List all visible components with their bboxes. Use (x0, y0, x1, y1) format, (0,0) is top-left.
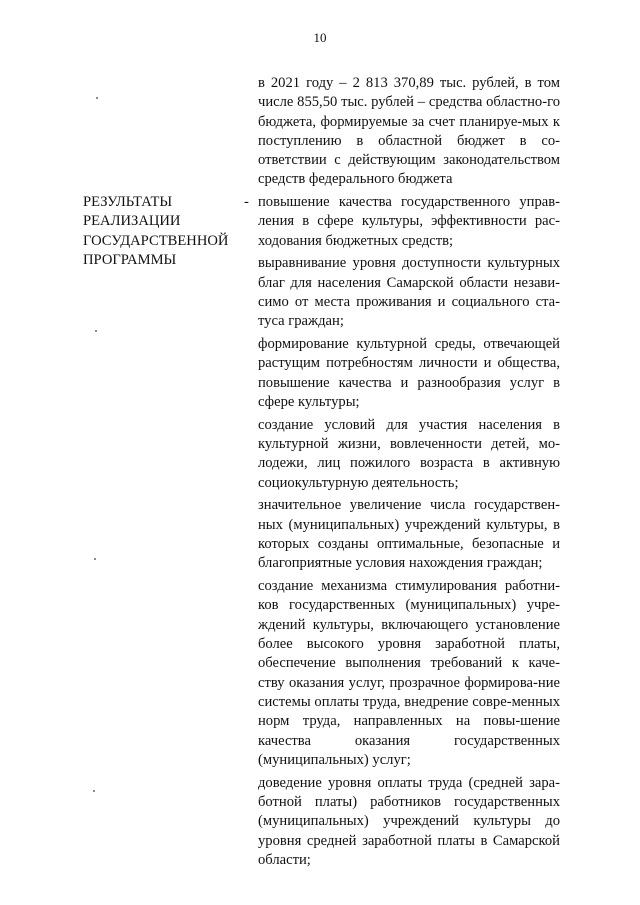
section-label: РЕЗУЛЬТАТЫ РЕАЛИЗАЦИИ ГОСУДАРСТВЕННОЙ ПРОГРАММЫ (83, 194, 229, 268)
page-number: 10 (313, 30, 327, 45)
label-dash: - (244, 194, 249, 210)
result-item: доведение уровня оплаты труда (средней зара-ботной платы) работников государственных (муниципальных) учреждений культуры до уровня средней заработной платы в Самарской области; (258, 774, 560, 868)
scan-speck (95, 330, 97, 332)
scan-speck (93, 790, 95, 792)
funding-text: в 2021 году – 2 813 370,89 тыс. рублей, в том числе 855,50 тыс. рублей – средства областно-го бюджета, формируемые за счет планируе-мых к поступлению в областной бюджет в со-ответствии с действующим законодательством средств федерального бюджета (258, 75, 560, 188)
result-item: формирование культурной среды, отвечающей растущим потребностям личности и общества, повышение качества и разнообразия услуг в сфере культуры; (258, 336, 560, 410)
result-item: значительное увеличение числа государствен-ных (муниципальных) учреждений культуры, в которых созданы оптимальные, безопасные и благоприятные условия нахождения граждан; (258, 497, 560, 572)
scan-speck (94, 558, 96, 560)
result-item: выравнивание уровня доступности культурных благ для населения Самарской области незави-симо от места проживания и социального ста-туса граждан; (258, 255, 560, 330)
result-item: создание механизма стимулирования работни-ков государственных (муниципальных) учре-ждений культуры, включающего установление более высокого уровня заработной платы, обеспечение выполнения требований к каче-ству оказания услуг, прозрачное формирова-ние системы оплаты труда, внедрение совре-менных норм труда, направленных на повы-шение качества оказания государственных (муниципальных) услуг; (258, 578, 560, 768)
scan-speck (96, 97, 98, 99)
result-item: создание условий для участия населения в культурной жизни, вовлеченности детей, мо-лодежи, лиц пожилого возраста в активную социокультурную деятельность; (258, 416, 560, 491)
results-list (258, 193, 560, 874)
funding-paragraph (258, 74, 560, 190)
result-item: повышение качества государственного управ-ления в сфере культуры, эффективности рас-ходования бюджетных средств; (258, 194, 560, 249)
